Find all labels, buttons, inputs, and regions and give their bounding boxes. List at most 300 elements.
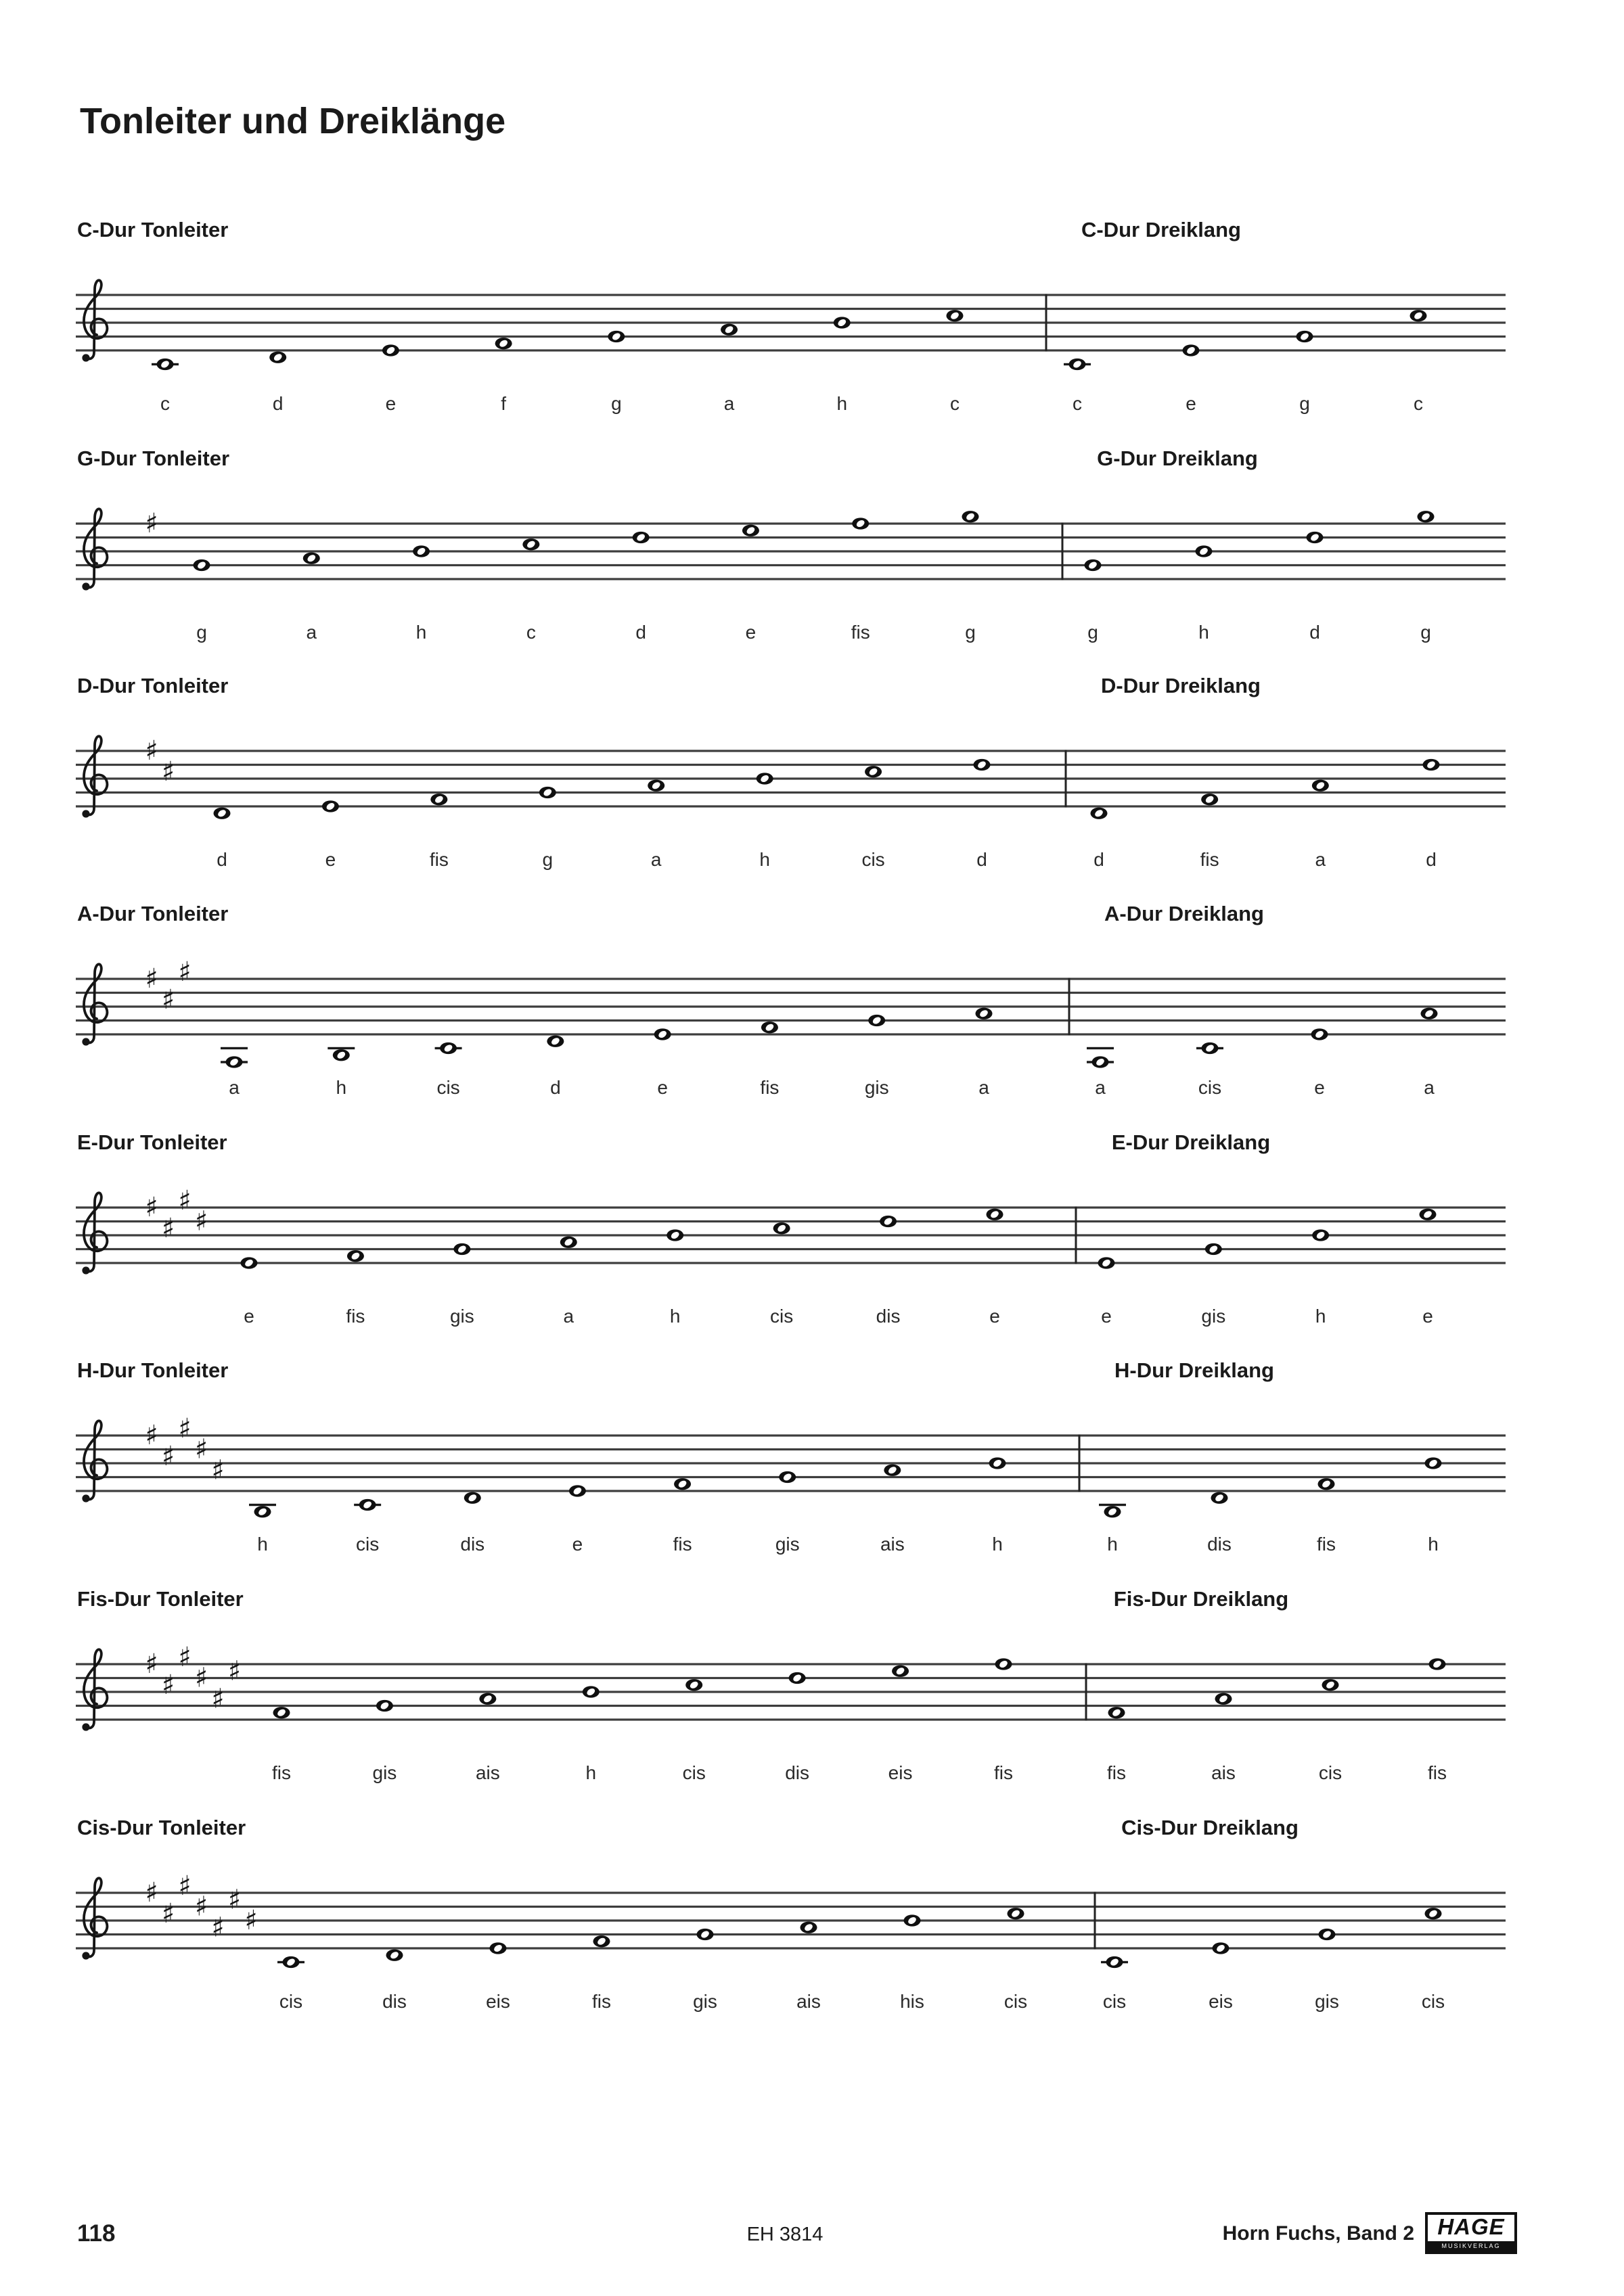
scale-note-name: e [385,393,397,414]
whole-note [1296,331,1313,342]
whole-note [633,532,650,543]
scale-note-name: h [415,622,427,643]
scale-note-name: e [657,1077,668,1098]
whole-note [1091,808,1108,819]
staff-line [76,1005,1506,1007]
whole-note [674,1478,691,1490]
whole-note [214,808,231,819]
whole-note [1307,532,1324,543]
scale-note-name: c [950,393,960,414]
triad-note-name: g [1420,622,1431,643]
scale-note-name: cis [682,1762,706,1783]
staff-line [76,308,1506,310]
scale-note-name: fis [851,622,870,643]
scale-note-name: d [635,622,646,643]
scale-note-name: a [563,1306,574,1327]
whole-note [593,1935,610,1947]
barline [1085,1663,1087,1721]
triad-note-name: cis [1102,1991,1127,2012]
whole-note [789,1672,806,1684]
whole-note [303,553,320,564]
system-fis-dur [76,1587,1506,1783]
scale-note-name: g [611,393,622,414]
sharp-icon: ♯ [211,1683,225,1715]
triad-note-name: cis [1318,1762,1343,1783]
scale-label: Fis-Dur Tonleiter [77,1587,244,1611]
triad-note-name: fis [1317,1534,1336,1555]
whole-note [269,352,286,363]
scale-note-name: dis [382,1991,407,2012]
scale-note-name: fis [592,1991,611,2012]
whole-note [1319,1929,1336,1940]
sharp-icon: ♯ [145,508,158,539]
scale-note-name: his [900,1991,924,2012]
scale-label: D-Dur Tonleiter [77,674,229,697]
scale-note-name: d [550,1077,561,1098]
triad-note-name: e [1314,1077,1325,1098]
scale-label: G-Dur Tonleiter [77,446,230,470]
scale-note-name: cis [770,1306,794,1327]
system-d-dur [76,674,1506,870]
scale-note-name: h [585,1762,597,1783]
scale-note-name: h [257,1534,268,1555]
sharp-icon: ♯ [161,1212,175,1244]
staff-line [76,1262,1506,1264]
triad-note-name: cis [1198,1077,1222,1098]
staff-line [76,1248,1506,1250]
whole-note [157,359,174,370]
barline [1062,523,1064,580]
whole-note [283,1956,300,1968]
staff-line [76,1448,1506,1450]
sharp-icon: ♯ [194,1662,208,1694]
whole-note [1205,1243,1222,1255]
whole-note [194,559,210,571]
whole-note [1311,1028,1328,1040]
system-cis-dur [76,1816,1506,2012]
scale-note-name: cis [436,1077,460,1098]
triad-label: G-Dur Dreiklang [1097,446,1258,470]
scale-note-name: f [501,393,507,414]
whole-note [1418,511,1435,522]
whole-note [648,780,664,791]
barline [1094,1892,1096,1950]
triad-note-name: h [1428,1534,1439,1555]
staff-line [76,791,1506,794]
whole-note [464,1492,481,1504]
triad-note-name: d [1426,849,1437,870]
whole-note [865,766,882,777]
triad-note-name: h [1107,1534,1118,1555]
sharp-icon: ♯ [194,1891,208,1923]
whole-note [1098,1257,1115,1268]
scale-note-name: h [336,1077,347,1098]
sharp-icon: ♯ [178,956,191,988]
sharp-icon: ♯ [161,1898,175,1929]
triad-label: E-Dur Dreiklang [1111,1130,1271,1154]
scale-note-name: e [572,1534,583,1555]
triad-label: Cis-Dur Dreiklang [1121,1816,1299,1839]
staff-line [76,978,1506,980]
whole-note [947,310,964,321]
triad-note-name: dis [1207,1534,1232,1555]
triad-note-name: cis [1421,1991,1445,2012]
whole-note [1211,1492,1228,1504]
sharp-icon: ♯ [211,1454,225,1486]
triad-note-name: ais [1211,1762,1236,1783]
scale-note-name: a [306,622,317,643]
staff-line [76,336,1506,338]
scale-note-name: cis [1003,1991,1028,2012]
footer-page-number: 118 [77,2220,116,2247]
triad-note-name: e [1422,1306,1433,1327]
triad-note-name: c [1073,393,1082,414]
scale-note-name: h [992,1534,1003,1555]
whole-note [333,1049,350,1061]
whole-note [1410,310,1427,321]
staff-line [76,1220,1506,1222]
scale-note-name: e [989,1306,1000,1327]
sharp-icon: ♯ [161,1440,175,1472]
staff-line [76,1490,1506,1492]
scale-label: H-Dur Tonleiter [77,1358,229,1382]
scale-note-name: c [526,622,536,643]
sharp-icon: ♯ [178,1185,191,1216]
scale-note-name: gis [449,1306,474,1327]
whole-note [721,324,738,336]
staff-line [76,992,1506,994]
triad-note-name: a [1315,849,1326,870]
staff-line [76,750,1506,752]
whole-note [1423,759,1440,771]
scale-note-name: fis [760,1077,780,1098]
sharp-icon: ♯ [227,1655,242,1687]
whole-note [761,1021,778,1033]
sharp-icon: ♯ [145,1877,158,1908]
whole-note [962,511,979,522]
system-g-dur [76,446,1506,643]
whole-note [1429,1658,1446,1670]
whole-note [685,1679,702,1691]
whole-note [453,1243,470,1255]
footer-book-title: Horn Fuchs, Band 2 [1222,2222,1414,2245]
scale-note-name: d [272,393,284,414]
staff-line [76,805,1506,807]
scale-note-name: d [976,849,987,870]
whole-note [522,538,539,550]
triad-note-name: a [1424,1077,1435,1098]
whole-note [779,1471,796,1483]
triad-note-name: g [1299,393,1310,414]
publisher-logo [1425,2212,1517,2254]
scale-note-name: cis [861,849,885,870]
whole-note [1008,1908,1024,1919]
triad-note-name: gis [1315,1991,1339,2012]
sharp-icon: ♯ [161,1669,175,1701]
sharp-icon: ♯ [227,1884,242,1916]
triad-note-name: d [1093,849,1104,870]
barline [1068,978,1070,1036]
triad-note-name: a [1095,1077,1106,1098]
sharp-icon: ♯ [244,1905,258,1936]
scale-note-name: dis [785,1762,810,1783]
staff-line [76,294,1506,296]
whole-note [667,1229,683,1241]
barline [1079,1435,1081,1492]
whole-note [800,1922,817,1933]
scale-label: E-Dur Tonleiter [77,1130,227,1154]
scale-note-name: gis [372,1762,397,1783]
whole-note [359,1499,376,1511]
scale-label: C-Dur Tonleiter [77,218,229,242]
whole-note [1318,1478,1335,1490]
sharp-icon: ♯ [145,735,158,766]
scale-note-name: a [723,393,735,414]
triad-note-name: e [1186,393,1196,414]
whole-note [976,1008,993,1019]
staff-line [76,1234,1506,1236]
whole-note [1106,1956,1123,1968]
whole-note [322,800,339,812]
scale-note-name: ais [475,1762,500,1783]
scale-note-name: dis [460,1534,485,1555]
whole-note [226,1056,243,1067]
staff-line [76,1947,1506,1949]
staff-line [76,522,1506,524]
ledger-line [1099,1504,1126,1506]
scale-note-name: a [650,849,662,870]
whole-note [413,545,430,557]
whole-note [273,1707,290,1718]
sharp-icon: ♯ [145,963,158,994]
whole-note [995,1658,1012,1670]
whole-note [892,1666,909,1677]
whole-note [479,1693,496,1705]
whole-note [884,1465,901,1476]
scale-label: Cis-Dur Tonleiter [77,1816,246,1839]
staff-line [76,564,1506,566]
scale-note-name: gis [775,1534,800,1555]
staff-line [76,1434,1506,1436]
sharp-icon: ♯ [178,1413,191,1444]
whole-note [852,518,869,529]
scale-note-name: gis [693,1991,717,2012]
scale-note-name: d [217,849,227,870]
whole-note [1092,1056,1109,1067]
whole-note [1420,1209,1437,1220]
sharp-icon: ♯ [178,1641,191,1673]
scale-note-name: cis [279,1991,303,2012]
whole-note [430,794,447,805]
whole-note [560,1237,577,1248]
whole-note [382,344,399,356]
whole-note [490,1942,507,1954]
scale-note-name: fis [346,1306,365,1327]
triad-label: Fis-Dur Dreiklang [1113,1587,1289,1611]
scale-note-name: gis [864,1077,889,1098]
triad-label: H-Dur Dreiklang [1114,1358,1274,1382]
whole-note [1215,1693,1232,1705]
scale-note-name: e [244,1306,254,1327]
whole-note [440,1042,457,1054]
whole-note [1069,359,1086,370]
sharp-icon: ♯ [145,1420,158,1451]
system-h-dur [76,1358,1506,1555]
whole-note [1213,1942,1230,1954]
staff-line [76,550,1506,552]
scale-note-name: h [836,393,848,414]
staff-line [76,1906,1506,1908]
triad-label: C-Dur Dreiklang [1081,218,1241,242]
whole-note [539,787,556,798]
triad-note-name: fis [1200,849,1219,870]
staff-line [76,349,1506,351]
barline [1065,750,1067,808]
scale-note-name: c [160,393,170,414]
triad-note-name: c [1414,393,1423,414]
whole-note [1183,344,1200,356]
ledger-line [1087,1047,1114,1049]
triad-note-name: d [1309,622,1320,643]
whole-note [583,1686,600,1697]
sharp-icon: ♯ [161,756,175,787]
scale-note-name: cis [356,1534,380,1555]
whole-note [1196,545,1213,557]
sharp-icon: ♯ [194,1433,208,1465]
whole-note [1201,794,1218,805]
whole-note [608,331,625,342]
whole-note [347,1250,364,1262]
scale-note-name: fis [429,849,449,870]
scale-note-name: dis [876,1306,901,1327]
publisher-logo-subtext: MUSIKVERLAG [1428,2241,1514,2251]
ledger-line [221,1047,248,1049]
whole-note [654,1028,671,1040]
whole-note [868,1015,885,1026]
whole-note [880,1216,897,1227]
staff-line [76,1718,1506,1720]
scale-note-name: e [325,849,336,870]
staff-line [76,764,1506,766]
scale-note-name: h [759,849,770,870]
staff-line [76,1462,1506,1464]
staff-line [76,1933,1506,1935]
staff-line [76,1691,1506,1693]
system-e-dur [76,1130,1506,1327]
whole-note [1085,559,1102,571]
footer-catalog-number: EH 3814 [746,2224,824,2245]
triad-note-name: e [1101,1306,1112,1327]
scale-note-name: fis [994,1762,1013,1783]
staff-line [76,1891,1506,1893]
scale-note-name: eis [888,1762,913,1783]
triad-note-name: h [1315,1306,1326,1327]
whole-note [1425,1457,1442,1469]
scale-note-name: g [965,622,976,643]
whole-note [904,1914,921,1926]
staff-line [76,1206,1506,1208]
triad-label: A-Dur Dreiklang [1104,902,1264,925]
whole-note [773,1222,790,1234]
staff-line [76,321,1506,323]
whole-note [241,1257,258,1268]
sharp-icon: ♯ [194,1206,208,1237]
scale-note-name: h [669,1306,681,1327]
scale-note-name: g [196,622,207,643]
whole-note [1421,1008,1438,1019]
staff-line [76,1663,1506,1665]
triad-note-name: gis [1201,1306,1226,1327]
whole-note [569,1485,586,1496]
whole-note [974,759,991,771]
staff-line [76,578,1506,580]
scale-note-name: eis [486,1991,510,2012]
whole-note [547,1036,564,1047]
whole-note [1202,1042,1219,1054]
sharp-icon: ♯ [161,984,175,1015]
triad-note-name: h [1198,622,1209,643]
ledger-line [249,1504,276,1506]
sharp-icon: ♯ [145,1192,158,1223]
scale-note-name: a [229,1077,240,1098]
system-a-dur [76,902,1506,1098]
whole-note [1425,1908,1442,1919]
whole-note [834,317,851,328]
sharp-icon: ♯ [178,1870,191,1902]
scale-note-name: ais [796,1991,821,2012]
triad-label: D-Dur Dreiklang [1101,674,1261,697]
whole-note [697,1929,714,1940]
staff-line [76,1019,1506,1021]
staff-line [76,1033,1506,1035]
scale-note-name: e [745,622,757,643]
whole-note [1322,1679,1339,1691]
staff-line [76,1919,1506,1921]
scale-note-name: g [542,849,554,870]
staff-line [76,1705,1506,1707]
whole-note [386,1950,403,1961]
scale-label: A-Dur Tonleiter [77,902,229,925]
triad-note-name: g [1087,622,1098,643]
scale-note-name: ais [880,1534,905,1555]
staff-line [76,777,1506,779]
barline [1075,1207,1077,1264]
whole-note [742,525,759,536]
triad-note-name: fis [1428,1762,1447,1783]
whole-note [1312,780,1329,791]
system-c-dur [76,218,1506,414]
whole-note [495,338,512,349]
whole-note [254,1506,271,1517]
whole-note [989,1457,1006,1469]
publisher-logo-text: HAGE [1437,2214,1505,2239]
triad-note-name: fis [1107,1762,1126,1783]
whole-note [1108,1707,1125,1718]
ledger-line [328,1047,355,1049]
whole-note [1104,1506,1121,1517]
whole-note [1312,1229,1329,1241]
sharp-icon: ♯ [145,1649,158,1680]
whole-note [987,1209,1003,1220]
scale-note-name: a [978,1077,989,1098]
whole-note [376,1700,393,1712]
sharp-icon: ♯ [211,1912,225,1944]
staff-line [76,536,1506,538]
triad-note-name: eis [1209,1991,1233,2012]
page-title: Tonleiter und Dreiklänge [80,101,506,141]
scale-note-name: fis [272,1762,291,1783]
scale-note-name: fis [673,1534,692,1555]
